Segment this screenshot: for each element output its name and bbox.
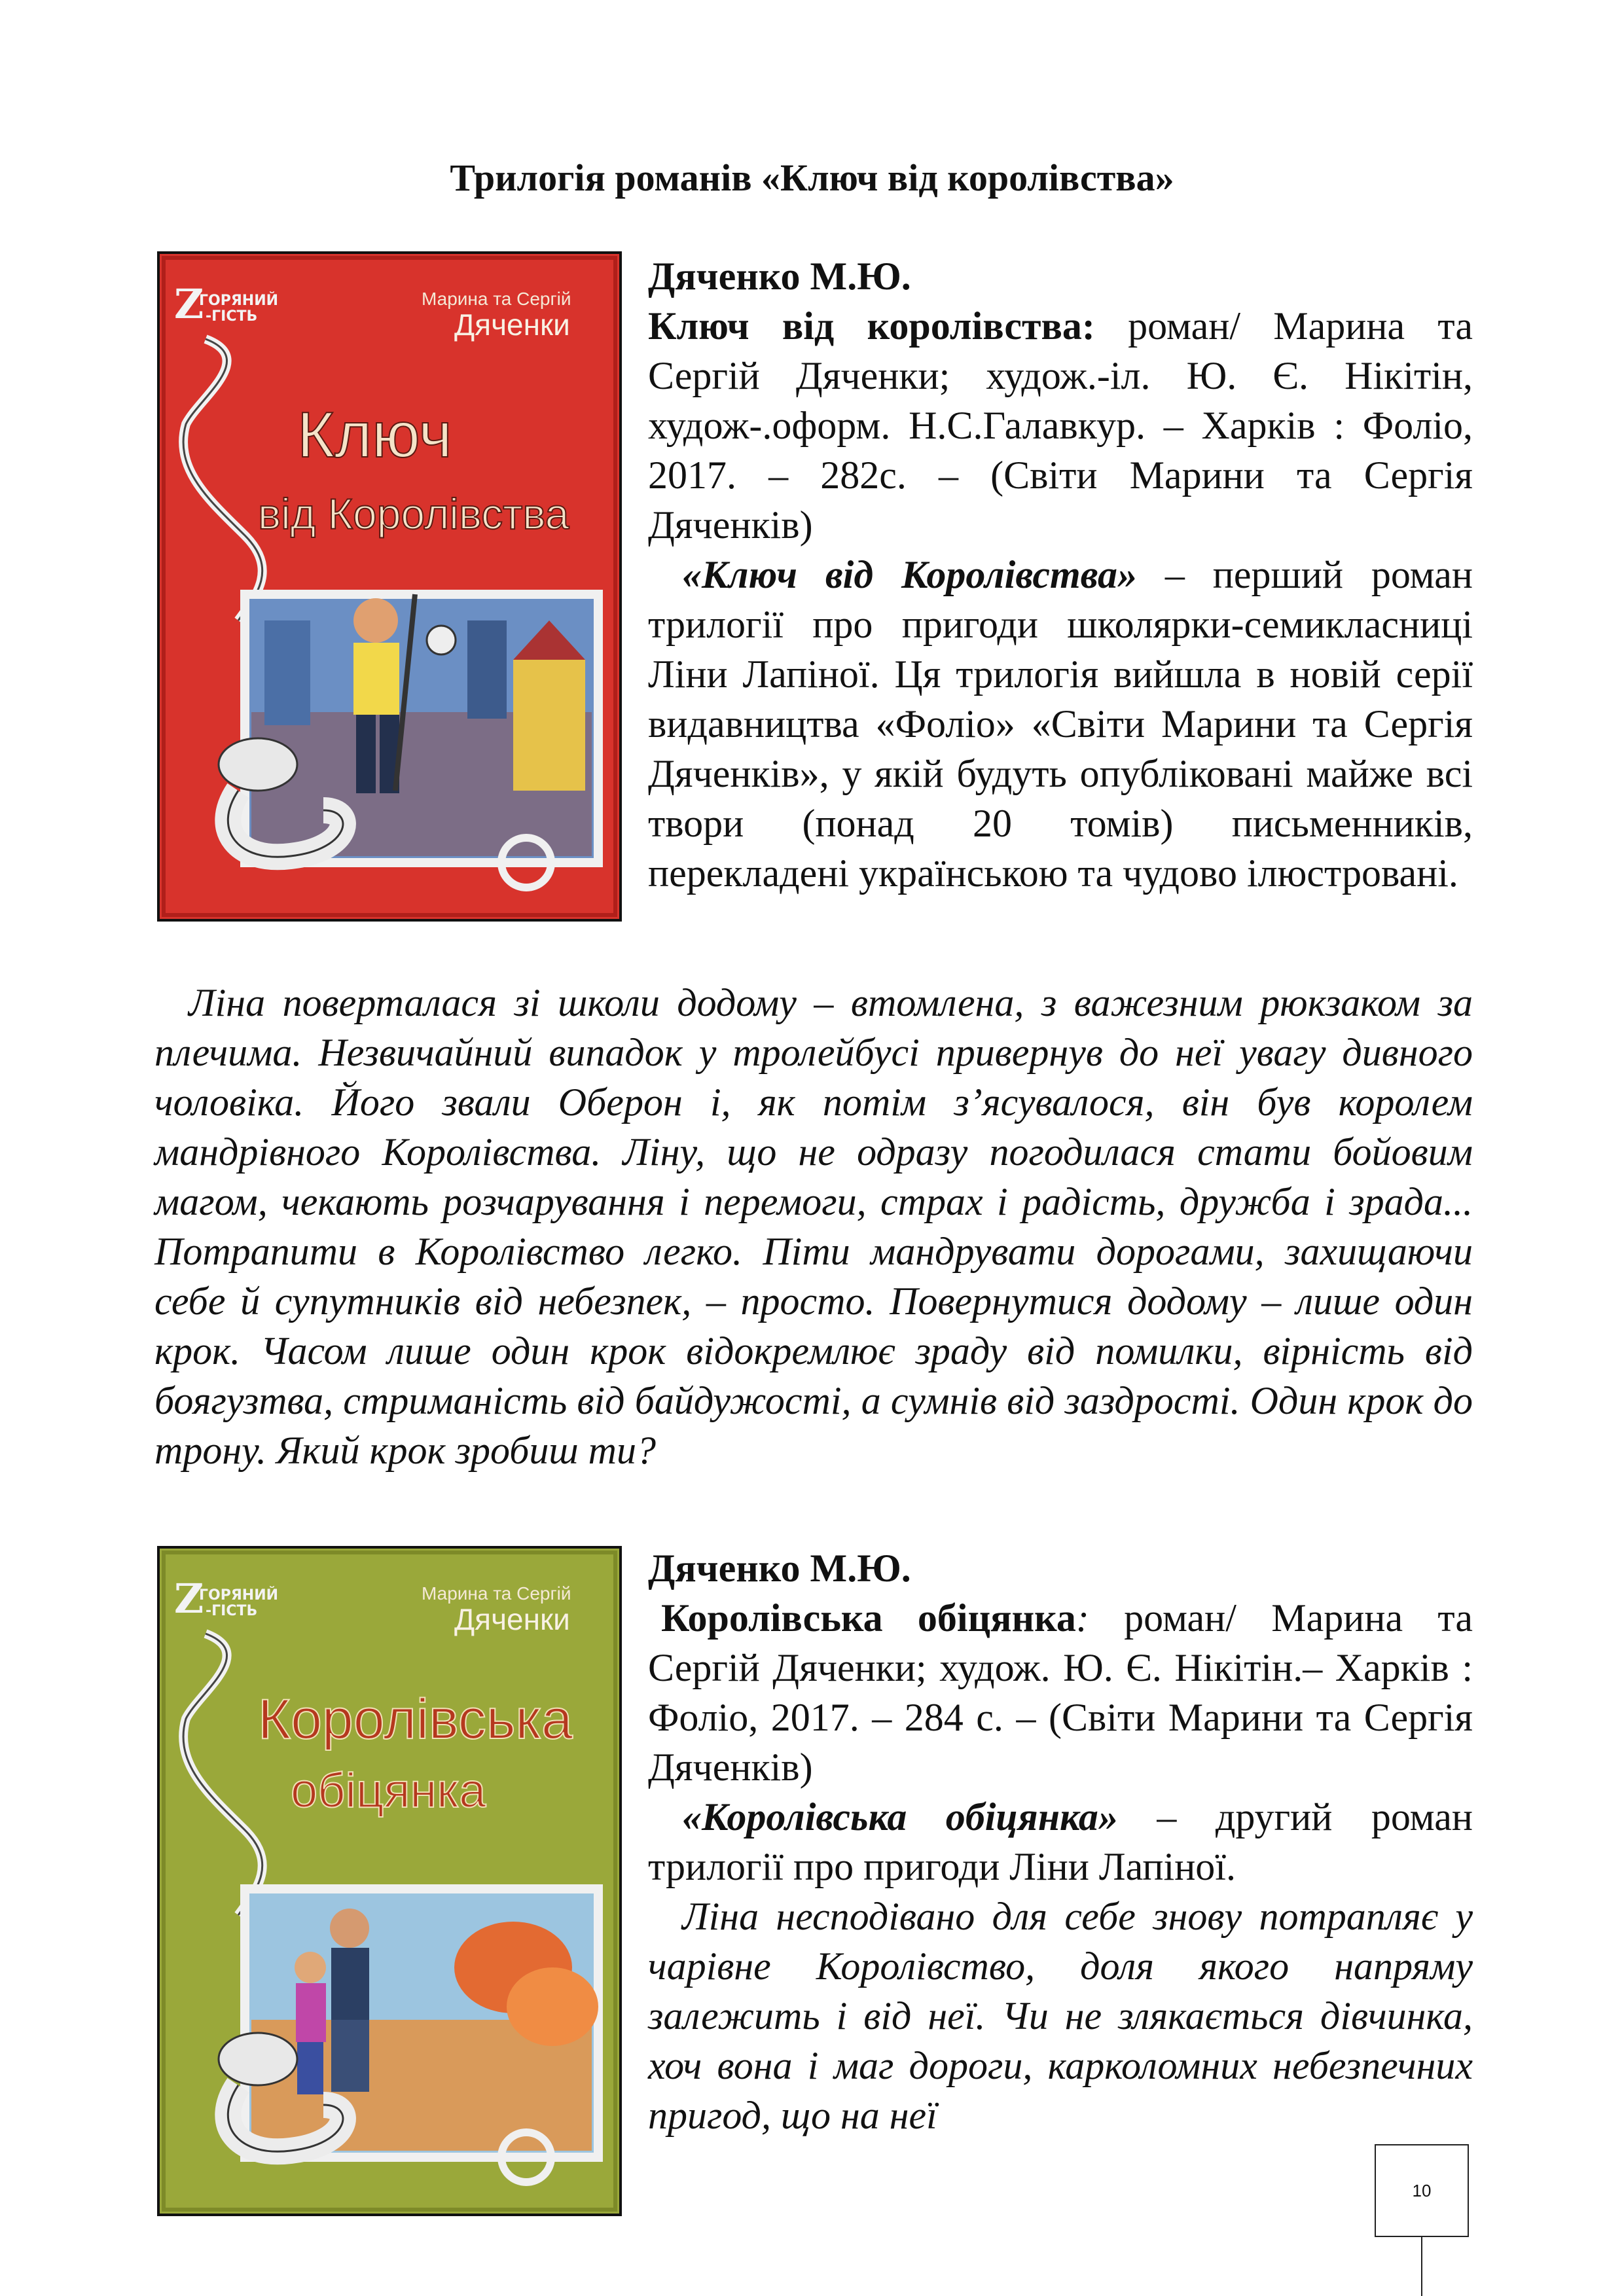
page-title: Трилогія романів «Ключ від королівства»	[450, 156, 1174, 199]
book2-annotation: Ліна несподівано для себе знову потрапляє у чарівне Королівство, доля якого напряму залежить і від неї. Чи не злякається дівчинка, хоч вона і маг дороги, карколомних небезпечних пригод, що на неї	[648, 1895, 1473, 2137]
book1-bib-title: Ключ від королівства:	[648, 304, 1095, 348]
cover-title-line2: від Королівства	[258, 490, 569, 538]
book1-author: Дяченко М.Ю.	[648, 255, 911, 298]
book2-bib-title: Королівська обіцянка	[661, 1596, 1076, 1640]
series-logo-bottom: -ГІСТЬ	[206, 1603, 258, 1619]
svg-text:Z: Z	[174, 280, 204, 328]
cover-title-line1: Ключ	[297, 399, 452, 471]
book2-description	[648, 1792, 1473, 1892]
cover-authors-big: Дяченки	[454, 1602, 570, 1636]
book1-description	[648, 550, 1473, 898]
book1-annotation: Ліна поверталася зі школи додому – втомлена, з важезним рюкзаком за плечима. Незвичайний випадок у тролейбусі привернув до неї увагу дивного чоловіка. Його звали Оберон і, як потім з’ясувалося, він був королем мандрівного Королівства. Ліну, що не одразу погодилася стати бойовим магом, чекають розчарування і перемоги, страх і радість, дружба і зрада... Потрапити в Королівство легко. Піти мандрувати дорогами, захищаючи себе й супутників від небезпек, – просто. Повернутися додому – лише один крок. Часом лише один крок відокремлює зраду від помилки, вірність від боягузтва, стриманість від байдужості, а сумнів від заздрості. Один крок до трону. Який крок зробиш ти?	[154, 981, 1473, 1472]
page-number-line	[1421, 2237, 1422, 2296]
book1-bibliography	[648, 301, 1473, 550]
cover-title-line2: обіцянка	[291, 1763, 486, 1818]
series-logo-top: ГОРЯНИЙ	[199, 293, 279, 309]
cover-authors-small: Марина та Сергій	[422, 289, 571, 309]
book2-desc-title: «Королівська обіцянка»	[682, 1795, 1118, 1839]
book2-bib-colon: :	[1075, 1596, 1089, 1640]
page-number: 10	[1375, 2144, 1469, 2237]
cover-authors-small: Марина та Сергій	[422, 1583, 571, 1604]
book1-desc-rest: – перший роман трилогії про пригоди школярки-семикласниці Ліни Лапіної. Ця трилогія вийшла в новій серії видавництва «Фоліо» «Світи Марини та Сергія Дяченків», у якій будуть опубліковані майже всі твори (понад 20 томів) письменників, перекладені українською та чудово ілюстровані.	[648, 553, 1473, 895]
book2-author: Дяченко М.Ю.	[648, 1547, 911, 1590]
book2-bibliography	[648, 1593, 1473, 1792]
book-cover-obitsianka	[157, 1546, 622, 2216]
cover-authors-big: Дяченки	[454, 308, 570, 342]
book1-desc-title: «Ключ від Королівства»	[682, 553, 1138, 596]
book-cover-kliuch	[157, 251, 622, 922]
book2-bib-rest: роман/ Марина та Сергій Дяченки; худож. Ю. Є. Нікітін.– Харків : Фоліо, 2017. – 284 с. – (Світи Марини та Сергія Дяченків)	[648, 1596, 1473, 1789]
cover-title-line1: Королівська	[258, 1688, 573, 1751]
book1-entry	[648, 251, 1473, 898]
book1-bib-rest: роман/ Марина та Сергій Дяченки; худож.-іл. Ю. Є. Нікітін, худож-.оформ. Н.С.Галавкур. – Харків : Фоліо, 2017. – 282с. – (Світи Марини та Сергія Дяченків)	[648, 304, 1473, 547]
book2-entry	[648, 1543, 1473, 2140]
book2-desc-rest: – другий роман трилогії про пригоди Ліни Лапіної.	[648, 1795, 1473, 1888]
svg-text:Z: Z	[174, 1575, 204, 1623]
series-logo-top: ГОРЯНИЙ	[199, 1587, 279, 1604]
series-logo-bottom: -ГІСТЬ	[206, 308, 258, 325]
